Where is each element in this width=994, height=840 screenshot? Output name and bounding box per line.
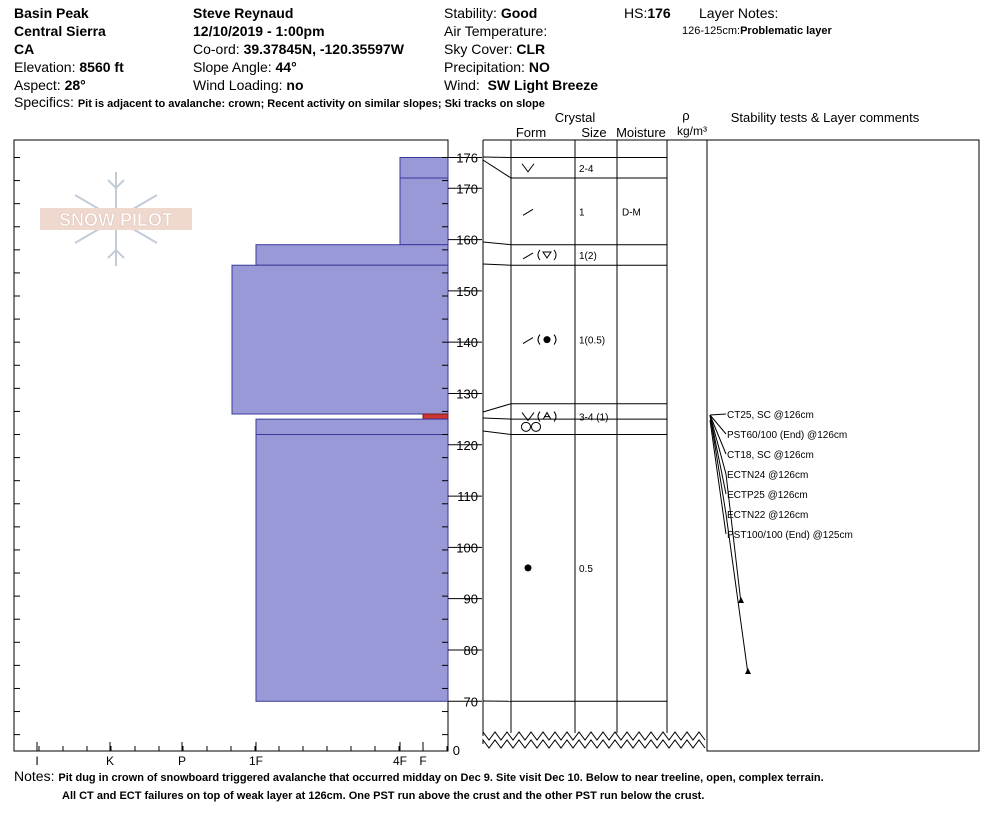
crystal-form-graupel-V bbox=[522, 164, 534, 172]
stability-test-4: ECTP25 @126cm bbox=[727, 490, 808, 501]
precip-value: NO bbox=[528, 59, 550, 75]
location-name: Basin Peak bbox=[14, 5, 89, 21]
layer-note-text: Problematic layer bbox=[740, 25, 832, 37]
stability-test-leader-6 bbox=[710, 420, 726, 534]
height-tick-label-0: 70 bbox=[463, 694, 478, 710]
stability-test-3: ECTN24 @126cm bbox=[727, 470, 809, 481]
wind-loading-value: no bbox=[286, 77, 304, 93]
coord-label: Co-ord: bbox=[193, 41, 240, 57]
paren-left-icon bbox=[538, 250, 540, 260]
notes-block bbox=[14, 766, 824, 802]
precip-label: Precipitation: bbox=[444, 59, 525, 75]
height-tick-label-6: 130 bbox=[456, 386, 478, 402]
wind-label: Wind: bbox=[444, 77, 480, 93]
hardness-tick-label-1: K bbox=[105, 754, 115, 768]
height-tick-label-9: 160 bbox=[456, 232, 478, 248]
observer-name: Steve Reynaud bbox=[193, 5, 294, 21]
elevation-value: 8560 ft bbox=[79, 59, 124, 75]
layer-connector-6 bbox=[483, 431, 511, 435]
sky-cover-value: CLR bbox=[516, 41, 546, 57]
height-tick-label-2: 90 bbox=[463, 591, 478, 607]
observation-datetime: 12/10/2019 - 1:00pm bbox=[193, 23, 325, 39]
paren-left-icon bbox=[538, 412, 540, 422]
hoar-icon bbox=[543, 413, 551, 420]
notes-label: Notes: bbox=[14, 768, 55, 784]
stability-test-5: ECTN22 @126cm bbox=[727, 510, 809, 521]
axis-break-zigzag-1 bbox=[483, 732, 705, 740]
slope-value: 44° bbox=[275, 59, 297, 75]
hardness-tick-label-2: P bbox=[177, 754, 187, 768]
paren-right-icon bbox=[554, 335, 556, 345]
height-tick-label-4: 110 bbox=[457, 489, 478, 505]
height-tick-label-3: 100 bbox=[456, 540, 478, 556]
pst-arrow-icon bbox=[738, 597, 744, 603]
crust-ring-icon bbox=[532, 422, 541, 431]
rho-header: ρ bbox=[682, 108, 690, 123]
wind-loading-label: Wind Loading: bbox=[193, 77, 283, 93]
aspect-value: 28° bbox=[64, 77, 86, 93]
height-tick-label-8: 150 bbox=[456, 283, 478, 299]
layer-size-4: 3-4 (1) bbox=[579, 412, 609, 424]
layer-notes-label: Layer Notes: bbox=[699, 5, 779, 21]
layer-connector-3 bbox=[483, 264, 511, 265]
layer-connector-4 bbox=[483, 404, 511, 412]
range-name: Central Sierra bbox=[14, 23, 106, 39]
slash-icon bbox=[523, 338, 533, 344]
notes-line-2: All CT and ECT failures on top of weak layer at 126cm. One PST run above the crust and the other PST run below the crust. bbox=[62, 790, 705, 802]
graupel-icon bbox=[522, 164, 534, 172]
stability-test-2: CT18, SC @126cm bbox=[727, 450, 814, 461]
layer-connector-0 bbox=[483, 157, 511, 158]
height-zero-label: 0 bbox=[452, 743, 460, 758]
size-header: Size bbox=[581, 125, 607, 140]
layer-note-range: 126-125cm: bbox=[682, 25, 741, 37]
slash-icon bbox=[523, 253, 533, 259]
hardness-bar-2 bbox=[256, 245, 448, 266]
pst-arrow-icon bbox=[745, 668, 751, 674]
hs-value: 176 bbox=[647, 5, 671, 21]
crystal-form-graupel-paren-hoar bbox=[522, 412, 556, 422]
round-grain-icon bbox=[544, 336, 551, 343]
hardness-bar-5 bbox=[256, 419, 448, 434]
hardness-bar-4 bbox=[423, 414, 448, 419]
elevation-label: Elevation: bbox=[14, 59, 76, 75]
logo-text: SNOW PILOT bbox=[59, 210, 173, 230]
moisture-header: Moisture bbox=[616, 125, 666, 140]
axis-break-zigzag-2 bbox=[483, 740, 705, 748]
paren-right-icon bbox=[554, 412, 556, 422]
layer-connector-2 bbox=[483, 242, 511, 245]
stability-label: Stability: bbox=[444, 5, 497, 21]
stability-test-leader-0 bbox=[710, 414, 726, 415]
layer-connector-5 bbox=[483, 418, 511, 419]
crystal-form-dot bbox=[525, 564, 532, 571]
state-name: CA bbox=[14, 41, 35, 57]
layer-size-6: 0.5 bbox=[579, 563, 593, 575]
aspect-label: Aspect: bbox=[14, 77, 61, 93]
hs-label: HS: bbox=[624, 5, 648, 21]
stability-value: Good bbox=[500, 5, 538, 21]
slope-label: Slope Angle: bbox=[193, 59, 272, 75]
height-tick-label-10: 170 bbox=[456, 181, 478, 197]
hardness-tick-label-5: F bbox=[419, 754, 427, 768]
form-header: Form bbox=[515, 125, 547, 140]
crystal-header: Crystal bbox=[554, 110, 596, 125]
layer-connector-1 bbox=[483, 160, 511, 178]
tests-frame bbox=[707, 140, 979, 751]
stability-test-6: PST100/100 (End) @125cm bbox=[727, 530, 853, 541]
air-temp-label: Air Temperature: bbox=[444, 23, 548, 39]
notes-line-1: Pit dug in crown of snowboard triggered avalanche that occurred midday on Dec 9. Site visit Dec 10. Below to near treeline, open, complex terrain. bbox=[58, 772, 824, 784]
density-unit-header: kg/m³ bbox=[677, 124, 707, 138]
paren-right-icon bbox=[554, 250, 556, 260]
tests-header: Stability tests & Layer comments bbox=[730, 110, 920, 125]
facet-icon bbox=[543, 252, 551, 258]
slash-icon bbox=[523, 209, 533, 215]
height-tick-label-11: 176 bbox=[456, 150, 478, 166]
stability-test-0: CT25, SC @126cm bbox=[727, 410, 814, 421]
layer-moisture-1: D-M bbox=[622, 207, 641, 219]
layer-size-2: 1(2) bbox=[579, 250, 597, 262]
round-grain-icon bbox=[525, 564, 532, 571]
specifics-label: Specifics: bbox=[14, 94, 74, 110]
height-tick-label-5: 120 bbox=[456, 437, 478, 453]
hardness-bar-3 bbox=[232, 265, 448, 414]
snowpilot-logo bbox=[40, 172, 192, 266]
stability-test-1: PST60/100 (End) @126cm bbox=[727, 430, 848, 441]
crystal-form-slash-paren-dot bbox=[523, 335, 556, 345]
height-tick-label-1: 80 bbox=[463, 642, 478, 658]
sky-cover-label: Sky Cover: bbox=[444, 41, 513, 57]
crystal-form-crust bbox=[522, 422, 541, 431]
hardness-bar-0 bbox=[400, 158, 448, 179]
crystal-form-slash-paren-facet bbox=[523, 250, 556, 260]
wind-value: SW Light Breeze bbox=[487, 77, 599, 93]
height-tick-label-7: 140 bbox=[456, 335, 478, 351]
hardness-bar-6 bbox=[256, 435, 448, 702]
layer-size-0: 2-4 bbox=[579, 163, 594, 175]
specifics-value: Pit is adjacent to avalanche: crown; Recent activity on similar slopes; Ski tracks on slope bbox=[77, 98, 545, 110]
hardness-tick-label-4: 4F bbox=[392, 754, 408, 768]
hardness-bar-1 bbox=[400, 178, 448, 245]
layer-size-3: 1(0.5) bbox=[579, 335, 606, 347]
coord-value: 39.37845N, -120.35597W bbox=[243, 41, 404, 57]
paren-left-icon bbox=[538, 335, 540, 345]
layer-size-1: 1 bbox=[579, 207, 585, 219]
hardness-tick-label-0: I bbox=[35, 754, 39, 768]
hardness-tick-label-3: 1F bbox=[248, 754, 264, 768]
crystal-form-slash bbox=[523, 209, 533, 215]
crust-ring-icon bbox=[522, 422, 531, 431]
